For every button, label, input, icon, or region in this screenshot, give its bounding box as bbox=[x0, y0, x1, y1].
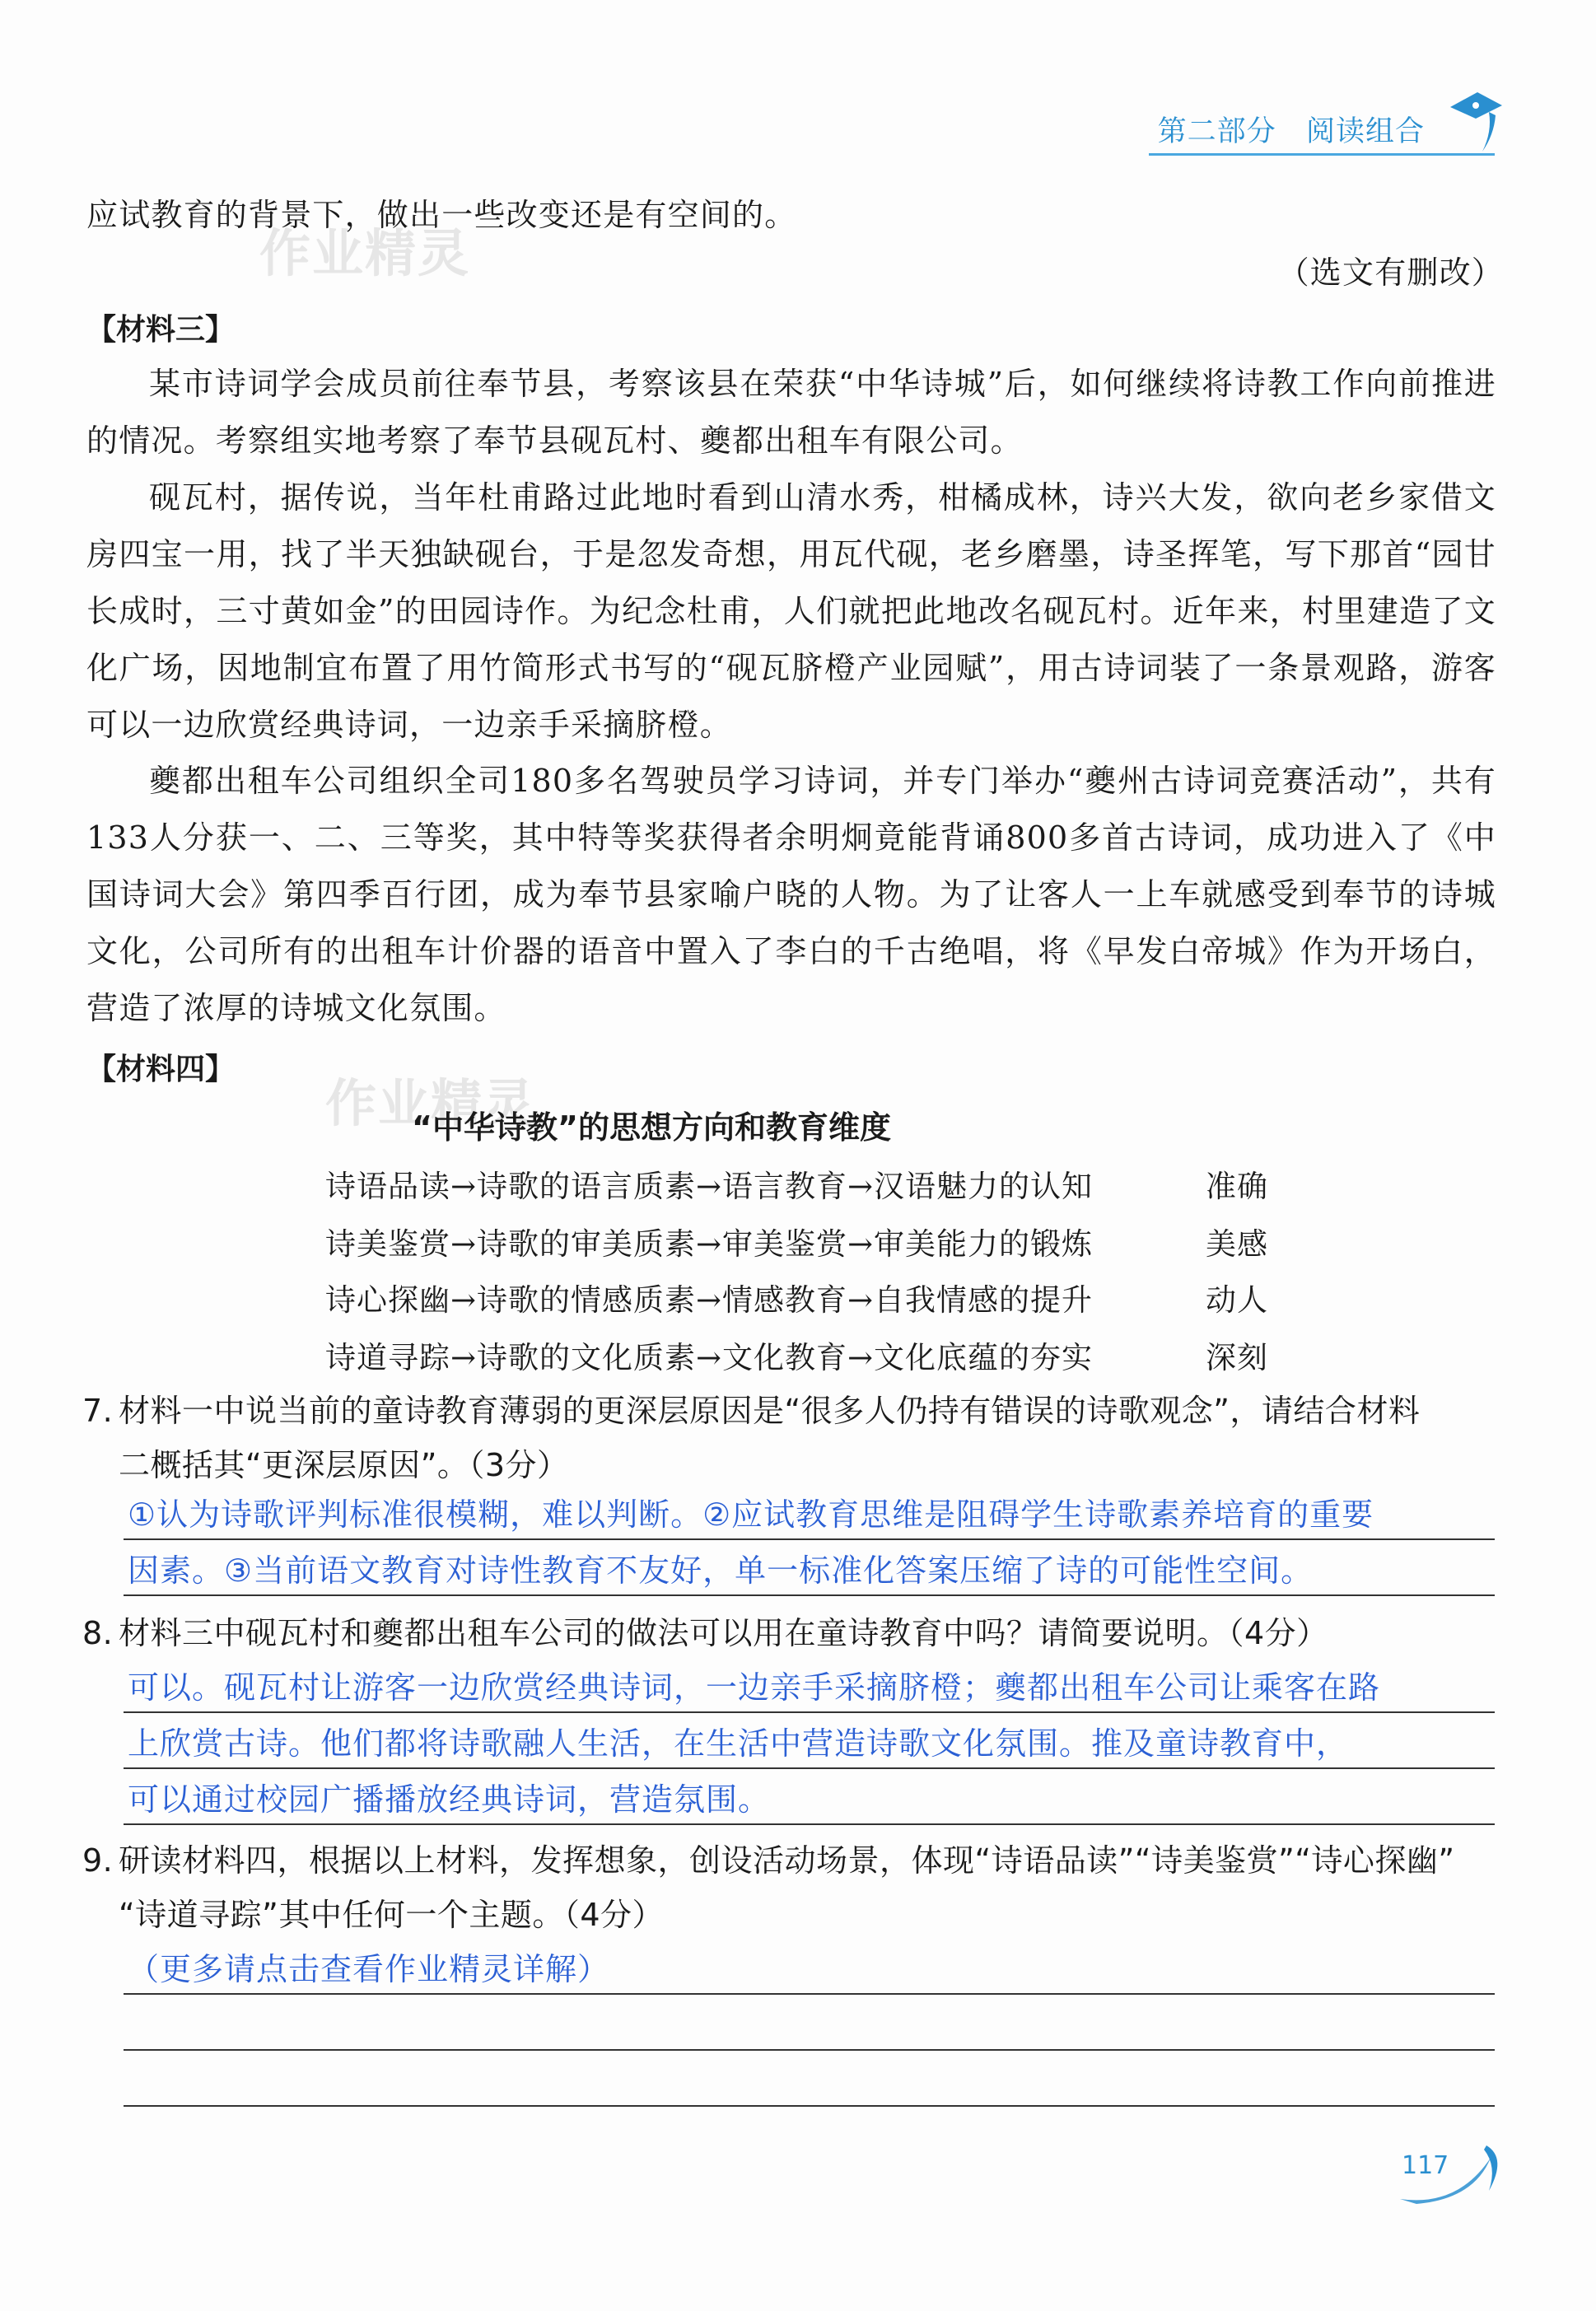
answer-line: 上欣赏古诗。他们都将诗歌融人生活，在生活中营造诗歌文化氛围。推及童诗教育中， bbox=[128, 1725, 1349, 1762]
source-note: （选文有删改） bbox=[1277, 254, 1504, 291]
graduation-cap-icon bbox=[1446, 82, 1504, 156]
header-title: 阅读组合 bbox=[1305, 115, 1425, 148]
answer-rule bbox=[124, 2105, 1495, 2107]
answer-link[interactable]: （更多请点击查看作业精灵详解） bbox=[128, 1951, 610, 1987]
page-number: 117 bbox=[1402, 2151, 1449, 2180]
answer-rule bbox=[124, 1767, 1495, 1769]
flow-quality: 准确 bbox=[1206, 1169, 1268, 1204]
answer-rule bbox=[124, 1538, 1495, 1540]
flow-quality: 动人 bbox=[1206, 1282, 1268, 1318]
question-9 bbox=[82, 1833, 1455, 1942]
question-text: 材料一中说当前的童诗教育薄弱的更深层原因是“很多人仍持有错误的诗歌观念”，请结合材料 bbox=[119, 1393, 1421, 1429]
header-section: 第二部分 bbox=[1157, 115, 1276, 148]
answer-rule bbox=[124, 1711, 1495, 1713]
question-number: 8. bbox=[82, 1615, 114, 1651]
flow-chain: 诗语品读→诗歌的语言质素→语言教育→汉语魅力的认知 bbox=[325, 1169, 1094, 1204]
header-rule bbox=[1149, 153, 1495, 156]
question-8 bbox=[82, 1606, 1328, 1660]
flow-quality: 美感 bbox=[1206, 1226, 1268, 1262]
flow-row bbox=[325, 1275, 1268, 1319]
question-number: 7. bbox=[82, 1393, 114, 1429]
intro-line: 应试教育的背景下，做出一些改变还是有空间的。 bbox=[86, 197, 797, 233]
material3-label: 【材料三】 bbox=[86, 313, 236, 347]
flow-chain: 诗美鉴赏→诗歌的审美质素→审美鉴赏→审美能力的锻炼 bbox=[325, 1226, 1094, 1262]
running-header bbox=[1158, 109, 1425, 150]
answer-rule bbox=[124, 1823, 1495, 1825]
flow-row bbox=[325, 1161, 1268, 1206]
question-text: 二概括其“更深层原因”。（3分） bbox=[119, 1447, 569, 1483]
watermark: 作业精灵 bbox=[259, 223, 471, 283]
question-text: 研读材料四，根据以上材料，发挥想象，创设活动场景，体现“诗语品读”“诗美鉴赏”“诗心探幽” bbox=[119, 1842, 1455, 1879]
question-number: 9. bbox=[82, 1842, 114, 1879]
question-text: 材料三中砚瓦村和夔都出租车公司的做法可以用在童诗教育中吗？请简要说明。（4分） bbox=[119, 1615, 1328, 1651]
material3-paragraph: 某市诗词学会成员前往奉节县，考察该县在荣获“中华诗城”后，如何继续将诗教工作向前推进的情况。考察组实地考察了奉节县砚瓦村、夔都出租车有限公司。 bbox=[86, 366, 1496, 459]
material3-paragraph: 夔都出租车公司组织全司180多名驾驶员学习诗词，并专门举办“夔州古诗词竞赛活动”，共有133人分获一、二、三等奖，其中特等奖获得者余明炯竟能背诵800多首古诗词，成功进入了《中国诗词大会》第四季百行团，成为奉节县家喻户晓的人物。为了让客人一上车就感受到奉节的诗城文化，公司所有的出租车计价器的语音中置入了李白的千古绝唱，将《早发白帝城》作为开场白，营造了浓厚的诗城文化氛围。 bbox=[86, 763, 1496, 1026]
answer-line: 可以。砚瓦村让游客一边欣赏经典诗词，一边亲手采摘脐橙；夔都出租车公司让乘客在路 bbox=[128, 1669, 1381, 1706]
flow-quality: 深刻 bbox=[1206, 1340, 1268, 1375]
flow-row bbox=[325, 1333, 1268, 1377]
answer-line: 可以通过校园广播播放经典诗词，营造氛围。 bbox=[128, 1781, 771, 1818]
material3-paragraph: 砚瓦村，据传说，当年杜甫路过此地时看到山清水秀，柑橘成林，诗兴大发，欲向老乡家借文房四宝一用，找了半天独缺砚台，于是忽发奇想，用瓦代砚，老乡磨墨，诗圣挥笔，写下那首“园甘长成时，三寸黄如金”的田园诗作。为纪念杜甫，人们就把此地改名砚瓦村。近年来，村里建造了文化广场，因地制宜布置了用竹简形式书写的“砚瓦脐橙产业园赋”，用古诗词装了一条景观路，游客可以一边欣赏经典诗词，一边亲手采摘脐橙。 bbox=[86, 479, 1496, 743]
watermark: 作业精灵 bbox=[325, 1073, 537, 1133]
material4-title: “中华诗教”的思想方向和教育维度 bbox=[412, 1109, 891, 1146]
flow-row bbox=[325, 1219, 1268, 1263]
answer-rule bbox=[124, 1594, 1495, 1596]
material4-label: 【材料四】 bbox=[86, 1053, 236, 1086]
flow-chain: 诗道寻踪→诗歌的文化质素→文化教育→文化底蕴的夯实 bbox=[325, 1340, 1094, 1375]
answer-rule bbox=[124, 1993, 1495, 1995]
flow-chain: 诗心探幽→诗歌的情感质素→情感教育→自我情感的提升 bbox=[325, 1282, 1094, 1318]
answer-line: ①认为诗歌评判标准很模糊，难以判断。②应试教育思维是阻碍学生诗歌素养培育的重要 bbox=[128, 1496, 1374, 1533]
answer-rule bbox=[124, 2049, 1495, 2051]
question-text: “诗道寻踪”其中任何一个主题。（4分） bbox=[119, 1897, 665, 1933]
question-7 bbox=[82, 1384, 1420, 1492]
answer-line: 因素。③当前语文教育对诗性教育不友好，单一标准化答案压缩了诗的可能性空间。 bbox=[128, 1552, 1314, 1589]
